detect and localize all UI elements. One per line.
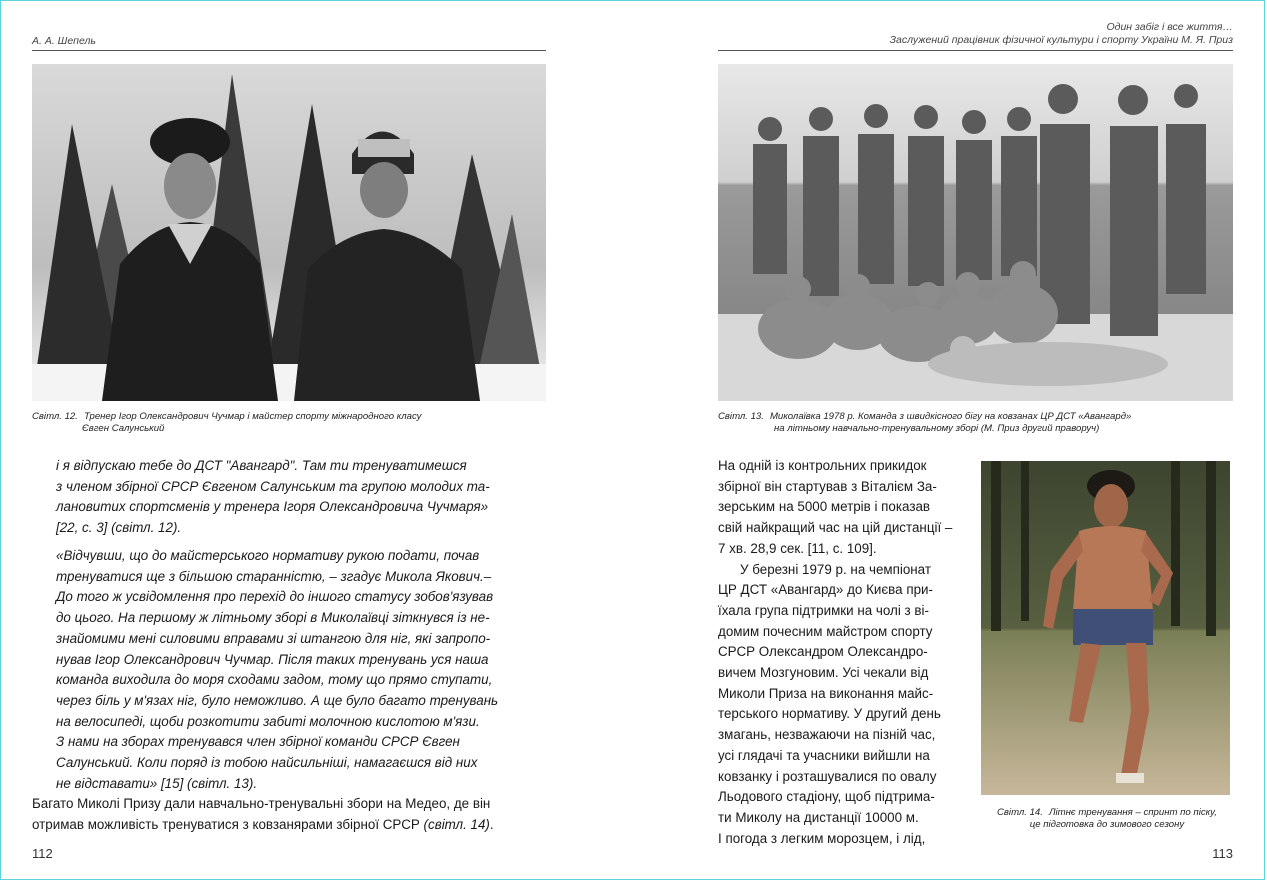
header-subtitle: Заслужений працівник фізичної культури і спорту України М. Я. Приз xyxy=(889,34,1233,46)
running-header-right xyxy=(890,21,1233,47)
text-line: 7 хв. 28,9 сек. [11, с. 109]. xyxy=(718,540,877,556)
quote-block-1 xyxy=(56,456,547,539)
text-line: і я відпускаю тебе до ДСТ "Авангард". Там ти тренуватимешся xyxy=(56,458,467,473)
text-line: До того ж усвідомлення про перехід до іншого статусу зобов'язував xyxy=(56,589,494,605)
quote-block-2 xyxy=(56,546,547,794)
photo-ref: (світл. 14) xyxy=(423,816,490,832)
right-page xyxy=(634,1,1266,881)
text-line: збірної він стартував з Віталієм За- xyxy=(718,478,937,494)
caption-number: Світл. 13. xyxy=(718,411,764,422)
text-line: вичем Мозгуновим. Усі чекали від xyxy=(718,665,929,681)
text-line: ЦР ДСТ «Авангард» до Києва при- xyxy=(718,582,933,598)
caption-number: Світл. 14. xyxy=(997,807,1043,818)
caption-text-line2: Євген Салунський xyxy=(82,423,165,434)
photo-13-caption xyxy=(718,411,1233,435)
photo-13 xyxy=(718,64,1233,401)
text-line: свій найкращий час на цій дистанції – xyxy=(718,520,953,536)
photo-14-caption xyxy=(982,807,1232,831)
photo-12-caption xyxy=(32,411,546,435)
text-line: змагань, незважаючи на пізній час, xyxy=(718,727,936,743)
text-line: домим почесним майстром спорту xyxy=(718,623,933,639)
caption-number: Світл. 12. xyxy=(32,411,78,422)
text-line: усі глядачі та учасники вийшли на xyxy=(718,747,930,763)
page-number-left: 112 xyxy=(32,846,53,861)
text-line: не відставати» [15] (світл. 13). xyxy=(56,775,258,791)
text-line: на велосипеді, щоби розкотити забиті молочною кислотою м'язи. xyxy=(56,713,480,729)
photo-14 xyxy=(981,461,1230,795)
text-line: терського нормативу. У другий день xyxy=(718,706,941,722)
left-page xyxy=(1,1,634,881)
text-line: ковзанку і розташувалися по овалу xyxy=(718,768,937,784)
photo-12 xyxy=(32,64,546,401)
header-rule-left xyxy=(32,50,546,51)
photo-12-image xyxy=(32,64,546,401)
paragraph-medeo xyxy=(32,794,547,835)
right-column-text xyxy=(718,456,968,849)
text-line: Салунський. Коли поряд із тобою найсильніші, намагаєшся від них xyxy=(56,755,478,771)
page-number-right: 113 xyxy=(1212,846,1233,861)
text-line: нував Ігор Олександрович Чучмар. Після таких тренувань уся наша xyxy=(56,651,489,667)
caption-text-line2: це підготовка до зимового сезону xyxy=(1029,819,1185,830)
text-line: знайомими мені силовими вправами зі штангою для ніг, які запропо- xyxy=(56,630,491,646)
text-line: отримав можливість тренуватися з ковзанярами збірної СРСР (світл. 14). xyxy=(32,816,494,832)
text-line: «Відчувши, що до майстерського нормативу рукою подати, почав xyxy=(56,548,480,563)
text-line: Льодового стадіону, щоб підтрима- xyxy=(718,789,935,805)
text-line: лановитих спортсменів у тренера Ігоря Олександровича Чучмаря» xyxy=(56,499,489,515)
text-line: через біль у м'язах ніг, було неможливо. А ще було багато тренувань xyxy=(56,692,499,708)
header-rule-right xyxy=(718,50,1233,51)
text-line: їхала група підтримки на чолі з ві- xyxy=(718,602,929,618)
text-line: У березні 1979 р. на чемпіонат xyxy=(740,561,931,577)
text-line: до цього. На першому ж літньому зборі в Миколаївці зіткнувся із не- xyxy=(56,610,490,626)
photo-14-image xyxy=(981,461,1230,795)
text-line: Миколи Приза на виконання майс- xyxy=(718,685,934,701)
text-line: команда виходила до моря сходами задом, тому що прямо ступати, xyxy=(56,672,493,688)
caption-text: Літнє тренування – спринт по піску, xyxy=(1048,807,1217,818)
text-line: На одній із контрольних прикидок xyxy=(718,458,927,473)
text-line: тренуватися ще з більшою старанністю, – згадує Микола Якович.– xyxy=(56,568,492,584)
photo-13-image xyxy=(718,64,1233,401)
text-line: [22, с. 3] (світл. 12). xyxy=(56,520,182,536)
text-line: СРСР Олександром Олександро- xyxy=(718,644,928,660)
text-line: І погода з легким морозцем, і лід, xyxy=(718,830,926,846)
text-line: зерським на 5000 метрів і показав xyxy=(718,499,931,515)
running-header-left: А. А. Шепель xyxy=(32,35,96,47)
header-title: Один забіг і все життя… xyxy=(1106,21,1233,33)
text-line: ти Миколу на дистанції 10000 м. xyxy=(718,809,919,825)
text-line: З нами на зборах тренувався член збірної команди СРСР Євген xyxy=(56,734,460,750)
caption-text-line2: на літньому навчально-тренувальному зборі (М. Приз другий праворуч) xyxy=(774,423,1100,434)
text-line: з членом збірної СРСР Євгеном Салунським та групою молодих та- xyxy=(56,478,490,494)
caption-text: Тренер Ігор Олександрович Чучмар і майстер спорту міжнародного класу xyxy=(83,411,422,422)
caption-text: Миколаївка 1978 р. Команда з швидкісного бігу на ковзанах ЦР ДСТ «Авангард» xyxy=(769,411,1132,422)
text-line: Багато Миколі Призу дали навчально-тренувальні збори на Медео, де він xyxy=(32,796,491,811)
